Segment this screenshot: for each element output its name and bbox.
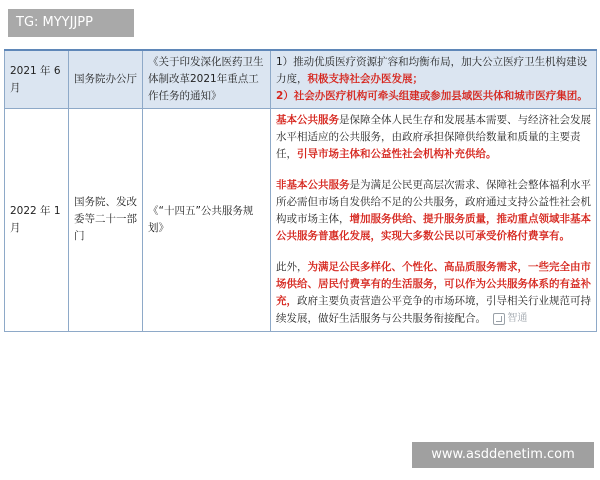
content-text: 此外， — [276, 261, 308, 273]
content-paragraph — [276, 259, 591, 328]
document-cell: 《“十四五”公共服务规划》 — [143, 109, 271, 332]
content-highlight: 2）社会办医疗机构可牵头组建或参加县域医共体和城市医疗集团。 — [276, 90, 588, 102]
content-highlight: 积极支持社会办医发展； — [307, 73, 423, 85]
content-highlight: 为满足公民多样化、个性化、高品质服务需求，一些完全由市场供给、居民付费享有的生活服务，可以作为公共服务体系的有益补充， — [276, 261, 591, 307]
content-paragraph — [276, 112, 591, 163]
document-cell: 《关于印发深化医药卫生体制改革2021年重点工作任务的通知》 — [143, 50, 271, 109]
table-row — [5, 109, 597, 332]
content-highlight: 引导市场主体和公益性社会机构补充供给。 — [297, 148, 497, 160]
content-cell — [271, 50, 597, 109]
source-logo — [493, 310, 527, 327]
content-highlight: 非基本公共服务 — [276, 179, 350, 191]
date-cell: 2021 年 6 月 — [5, 50, 69, 109]
logo-text: 智通 — [507, 313, 528, 324]
content-text: 政府主要负责营造公平竞争的市场环境，引导相关行业规范可持续发展，做好生活服务与公共服务衔接配合。 — [276, 295, 591, 325]
content-highlight: 基本公共服务 — [276, 114, 339, 126]
content-text: 是保障全体人民生存和发展基本需要、与经济社会发展水平相适应的公共服务，由政府承担保障供给数量和质量的主要责任， — [276, 114, 591, 160]
content-cell — [271, 109, 597, 332]
header-tag: TG: MYYJJPP — [8, 9, 134, 37]
content-paragraph — [276, 177, 591, 245]
table-row — [5, 50, 597, 109]
logo-icon — [493, 313, 505, 325]
date-cell: 2022 年 1 月 — [5, 109, 69, 332]
content-text: 1）推动优质医疗资源扩容和均衡布局，加大公立医疗卫生机构建设力度， — [276, 56, 588, 85]
content-text: 是为满足公民更高层次需求、保障社会整体福利水平所必需但市场自发供给不足的公共服务，政府通过支持公益性社会机构或市场主体， — [276, 179, 591, 225]
watermark: www.asddenetim.com — [412, 442, 594, 468]
issuer-cell: 国务院、发改委等二十一部门 — [69, 109, 143, 332]
content-highlight: 增加服务供给、提升服务质量，推动重点领域非基本公共服务普惠化发展，实现大多数公民以可承受价格付费享有。 — [276, 213, 591, 242]
policy-table — [4, 49, 597, 332]
issuer-cell: 国务院办公厅 — [69, 50, 143, 109]
content-paragraph — [276, 54, 591, 88]
